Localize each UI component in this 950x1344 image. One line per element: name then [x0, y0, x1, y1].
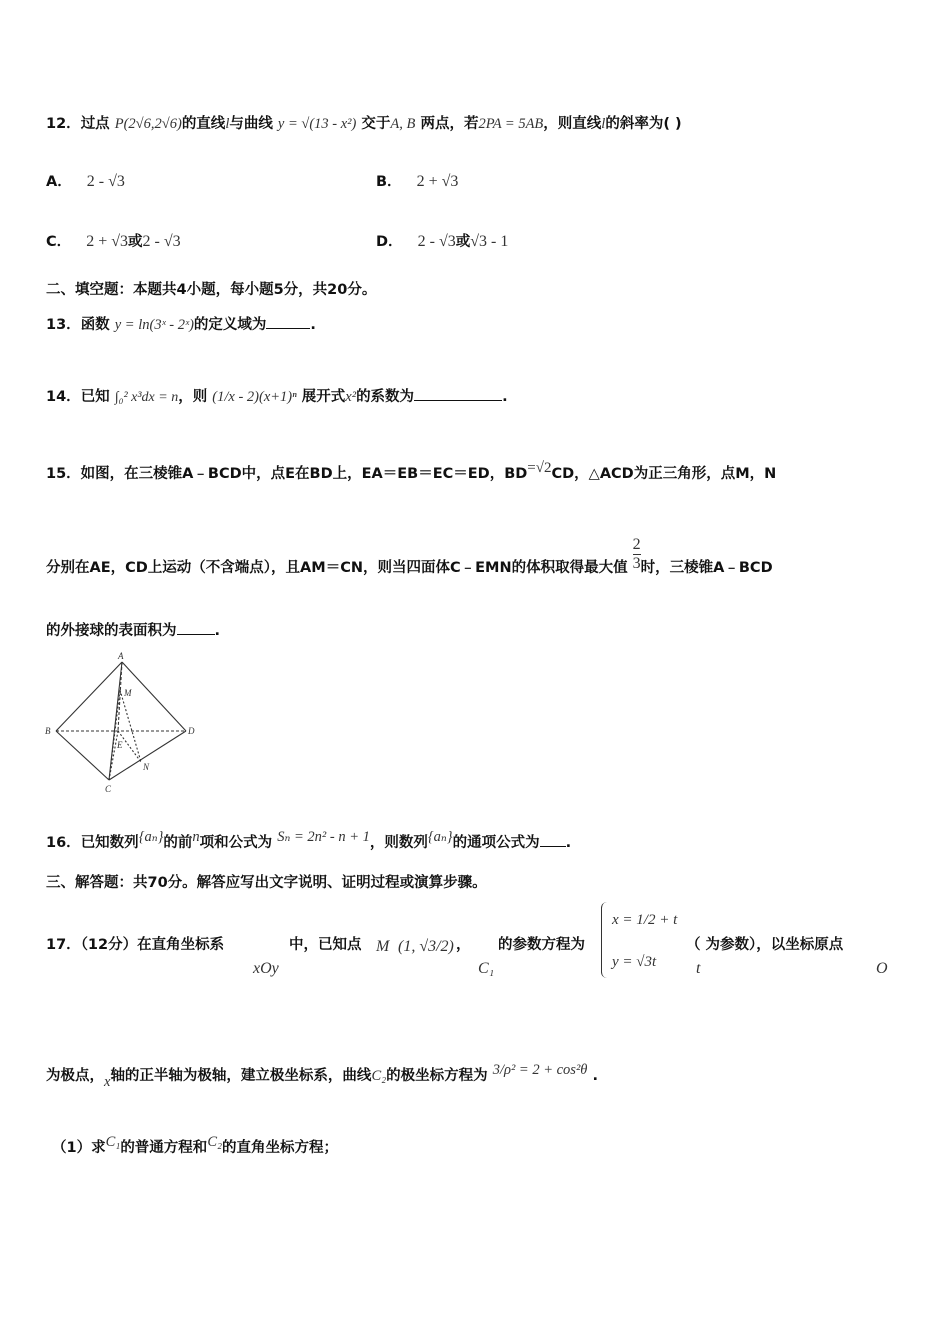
text: 轴的正半轴为极轴，建立极坐标系，曲线	[110, 1068, 372, 1084]
text: 的斜率为( )	[605, 116, 682, 132]
text: 交于	[361, 116, 391, 132]
math-c2: C₂	[371, 1068, 387, 1084]
text: ，则数列	[369, 835, 428, 851]
math-point-coordinates: (1, √3/2)	[398, 938, 454, 955]
question-17-line-1	[46, 934, 224, 956]
math-sum-formula: Sₙ = 2n² - n + 1	[277, 829, 370, 845]
option-label: A．	[46, 174, 72, 190]
math-t: t	[696, 960, 701, 977]
vertex-label-b: B	[45, 726, 51, 736]
tetrahedron-figure	[44, 648, 204, 794]
math-function: y = ln(3ˣ - 2ˣ)	[114, 317, 194, 333]
answer-blank	[414, 386, 502, 401]
fraction-denominator: 3	[632, 554, 641, 572]
text: 的定义域为	[193, 317, 267, 333]
option-value: 2 - √3	[86, 173, 125, 190]
question-16	[46, 826, 571, 854]
text: CD，△ACD为正三角形，点M，N	[551, 466, 777, 482]
point-label-m: M	[124, 688, 132, 698]
option-label: B．	[376, 174, 402, 190]
question-15-line-2	[46, 535, 773, 579]
question-number: 13．	[46, 317, 81, 333]
option-value: √3 - 1	[470, 233, 509, 250]
question-15-line-3	[46, 620, 220, 642]
option-d	[376, 230, 508, 251]
text: .	[310, 317, 316, 333]
text: ，则	[178, 389, 208, 405]
text: 的系数为	[356, 389, 415, 405]
math-points-ab: A, B	[390, 116, 416, 132]
text: 已知	[80, 389, 110, 405]
parametric-system	[601, 902, 682, 978]
section-heading-fill-in: 二、填空题：本题共4小题，每小题5分，共20分。	[46, 282, 377, 298]
text: 为极点，	[46, 1068, 104, 1084]
answer-blank	[177, 620, 215, 635]
text: 的直角坐标方程；	[222, 1140, 339, 1156]
edge-ad	[122, 662, 186, 731]
math-x-squared: x²	[345, 389, 357, 405]
or-text: 或	[455, 234, 471, 250]
math-origin-o: O	[876, 960, 888, 977]
text: .	[502, 389, 508, 405]
text: （1）求	[52, 1140, 106, 1156]
option-value: 2 - √3	[417, 233, 456, 250]
math-line-l: l	[601, 116, 606, 132]
text: 的普通方程和	[120, 1140, 208, 1156]
section-heading-solutions: 三、解答题：共70分。解答应写出文字说明、证明过程或演算步骤。	[46, 875, 487, 891]
text: 的参数方程为	[498, 937, 585, 953]
math-n: n	[192, 829, 200, 845]
answer-blank	[266, 314, 310, 329]
vertex-label-d: D	[188, 726, 195, 736]
text: 时，三棱锥A﹣BCD	[640, 560, 773, 576]
text: （ 为参数），以坐标原点	[686, 937, 844, 953]
math-c1: C₁	[105, 1134, 121, 1150]
math-sequence: {aₙ}	[138, 829, 164, 845]
math-c1: C₁	[478, 960, 495, 977]
or-text: 或	[128, 234, 143, 250]
text: 的前	[163, 835, 193, 851]
text: .	[592, 1068, 598, 1084]
question-number: 12．	[46, 116, 81, 132]
math-integral: ∫₀² x³dx = n	[114, 390, 179, 405]
option-value: 2 + √3	[416, 173, 459, 190]
text: 的极坐标方程为	[386, 1068, 488, 1084]
fraction-numerator: 2	[632, 535, 641, 553]
point-label-e: E	[117, 740, 123, 750]
text: 的直线	[181, 116, 226, 132]
text: 函数	[80, 317, 110, 333]
question-13	[46, 314, 316, 336]
segment-cm	[109, 690, 120, 780]
text: 分别在AE，CD上运动（不含端点），且AM＝CN，则当四面体C﹣EMN的体积取得最大值	[46, 560, 628, 576]
math-sqrt2: =√2	[527, 460, 552, 476]
question-number: 16．	[46, 835, 81, 851]
vertex-label-c: C	[105, 784, 112, 794]
text: ，	[456, 937, 471, 953]
answer-blank	[540, 832, 566, 847]
math-condition: 2PA = 5AB	[478, 116, 544, 132]
math-c2: C₂	[207, 1134, 223, 1150]
math-point-m: M	[376, 938, 390, 955]
text: 展开式	[301, 389, 346, 405]
math-polar-equation: 3/ρ² = 2 + cos²θ	[492, 1062, 588, 1078]
question-17-part-1	[52, 1131, 338, 1159]
option-a	[46, 170, 125, 191]
question-15-line-1	[46, 457, 776, 485]
math-line-l: l	[225, 116, 230, 132]
text: 的外接球的表面积为	[46, 623, 177, 639]
option-label: C．	[46, 234, 72, 250]
text: 15．如图，在三棱锥A﹣BCD中，点E在BD上，EA＝EB＝EC＝ED，BD	[46, 466, 528, 482]
text: 中，已知点	[289, 937, 362, 953]
edge-cd	[109, 731, 186, 780]
edge-bc	[56, 731, 109, 780]
math-point-p: P(2√6,2√6)	[114, 116, 182, 132]
segment-mn	[120, 690, 141, 762]
text: ，则直线	[543, 116, 602, 132]
question-number: 14．	[46, 389, 81, 405]
math-fraction-two-thirds	[633, 536, 641, 573]
text: （12分）在直角坐标系	[80, 937, 225, 953]
text: 已知数列	[80, 835, 139, 851]
text: 项和公式为	[199, 835, 273, 851]
question-number: 17．	[46, 937, 81, 953]
math-x: x	[104, 1074, 111, 1090]
point-label-n: N	[143, 762, 150, 772]
parametric-equation-x: x = 1/2 + t	[612, 912, 678, 928]
math-xoy: xOy	[253, 960, 279, 977]
text: .	[214, 623, 221, 639]
math-curve: y = √(13 - x²)	[277, 116, 357, 132]
question-12	[46, 113, 682, 135]
parametric-equation-y: y = √3t	[612, 954, 657, 970]
text: 两点，若	[420, 116, 479, 132]
option-c	[46, 230, 181, 251]
edge-ab	[56, 662, 122, 731]
text: 过点	[80, 116, 110, 132]
text: 的通项公式为	[452, 835, 540, 851]
text: .	[565, 835, 572, 851]
question-14	[46, 386, 508, 409]
math-binomial-expression: (1/x - 2)(x+1)ⁿ	[212, 389, 297, 405]
option-b	[376, 170, 458, 191]
option-value: 2 - √3	[142, 233, 181, 250]
vertex-label-a: A	[118, 651, 124, 661]
option-label: D．	[376, 234, 403, 250]
text: 与曲线	[229, 116, 273, 132]
option-value: 2 + √3	[86, 233, 129, 250]
math-sequence: {aₙ}	[427, 829, 453, 845]
question-17-line-2	[46, 1059, 598, 1093]
